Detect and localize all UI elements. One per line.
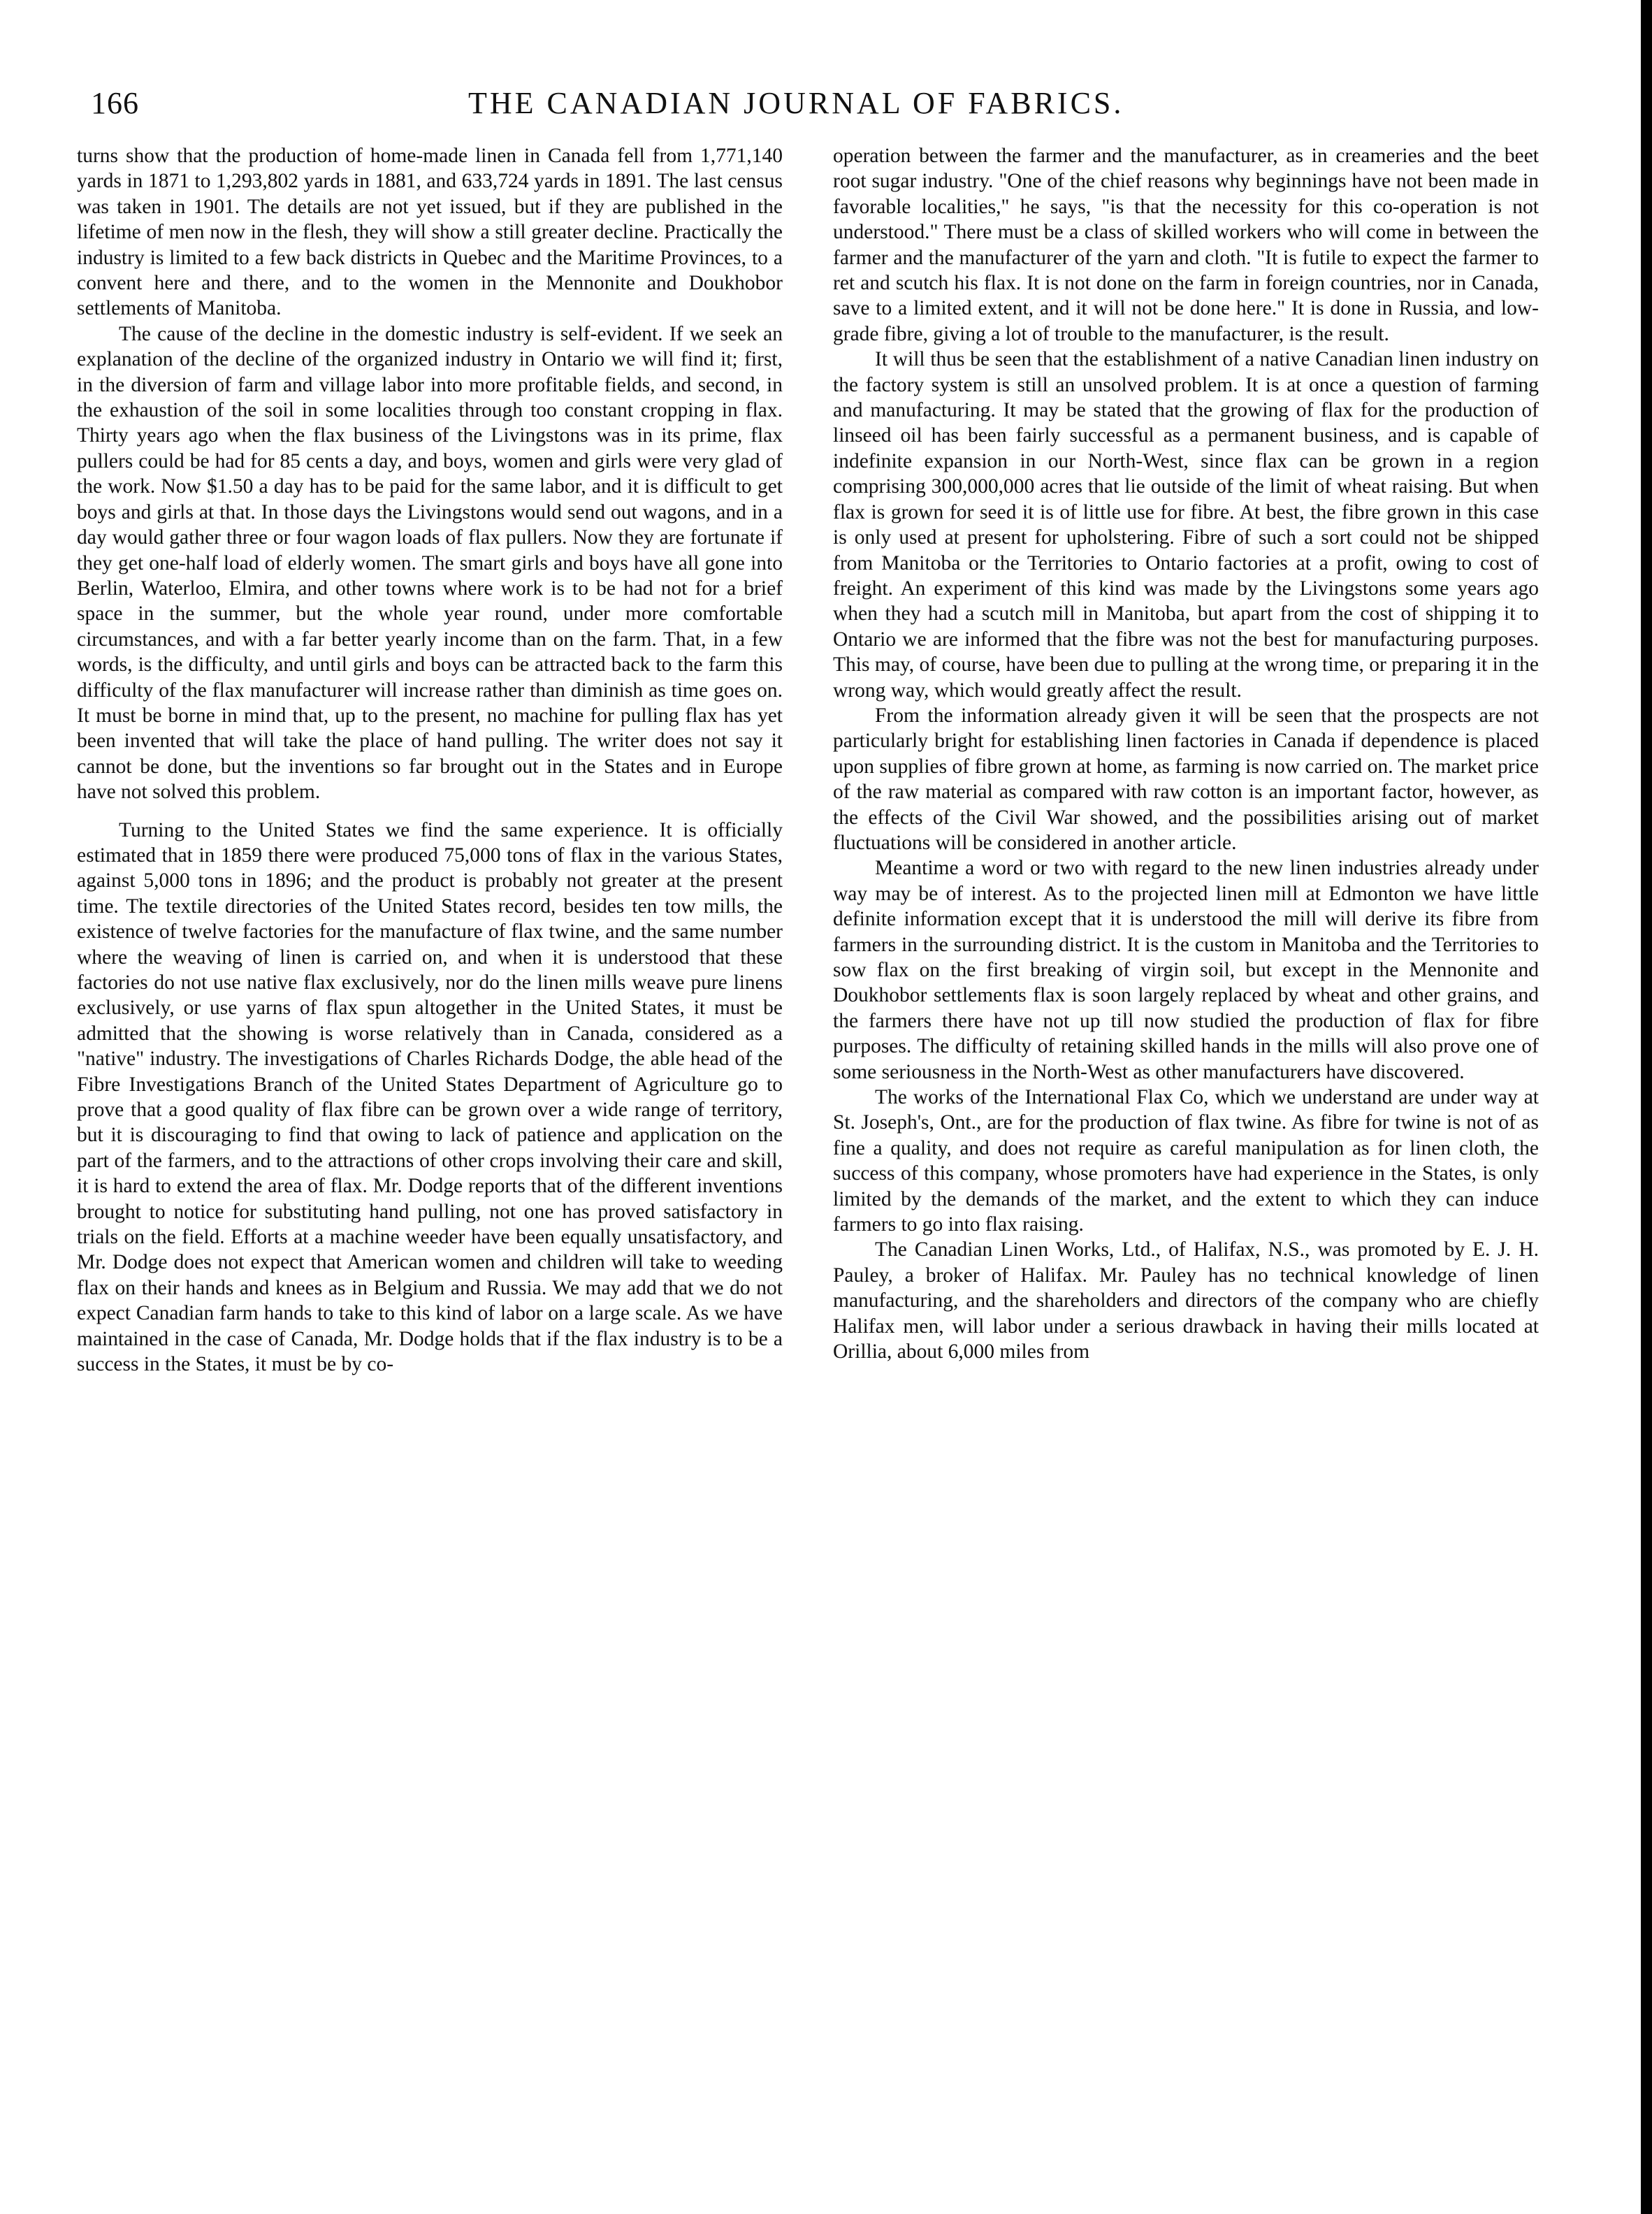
journal-title: THE CANADIAN JOURNAL OF FABRICS. — [468, 86, 1124, 120]
paragraph: The works of the International Flax Co, which we understand are under way at St. Joseph's, Ont., are for the production of flax twine. As fibre for twine is not of as fine a quality, and does not require as careful manipulation as for linen cloth, the success of this company, whose promoters have had experience in the States, is only limited by the demands of the market, and the extent to which they can induce farmers to go into flax raising. — [833, 1086, 1539, 1236]
paragraph: Turning to the United States we find the same experience. It is officially estimated that in 1859 there were produced 75,000 tons of flax in the various States, against 5,000 tons in 1896; and the product is probably not greater at the present time. The textile directories of the United States record, besides ten tow mills, the existence of twelve factories for the manufacture of flax twine, and the same number where the weaving of linen is carried on, and when it is understood that these factories do not use native flax exclusively, nor do the linen mills weave pure linens exclusively, or use yarns of flax spun altogether in the United States, it must be admitted that the showing is worse relatively than in Canada, considered as a "native" industry. The investigations of Charles Richards Dodge, the able head of the Fibre Investigations Branch of the United States Department of Agriculture go to prove that a good quality of flax fibre can be grown over a wide range of territory, but it is discouraging to find that owing to lack of patience and application on the part of the farmers, and to the attractions of other crops involving their care and skill, it is hard to extend the area of flax. Mr. Dodge reports that of the different inventions brought to notice for substituting hand pulling, not one has proved satisfactory in trials on the field. Efforts at a machine weeder have been equally unsatisfactory, and Mr. Dodge does not expect that American women and children will take to weeding flax on their hands and knees as in Belgium and Russia. We may add that we do not expect Canadian farm hands to take to this kind of labor on a large scale. As we have maintained in the case of Canada, Mr. Dodge holds that if the flax industry is to be a success in the States, it must be by co- — [77, 818, 783, 1376]
paragraph: The Canadian Linen Works, Ltd., of Halifax, N.S., was promoted by E. J. H. Pauley, a broker of Halifax. Mr. Pauley has no technical knowledge of linen manufacturing, and the shareholders and directors of the company who are chiefly Halifax men, will labor under a serious drawback in having their mills located at Orillia, about 6,000 miles from — [833, 1238, 1539, 1363]
paragraph: Meantime a word or two with regard to the new linen industries already under way may be of interest. As to the projected linen mill at Edmonton we have little definite information except that it is understood the mill will derive its fibre from farmers in the surrounding district. It is the custom in Manitoba and the Territories to sow flax on the first breaking of virgin soil, but except in the Mennonite and Doukhobor settlements flax is soon largely replaced by wheat and other grains, and the farmers there have not up till now studied the production of flax for fibre purposes. The difficulty of retaining skilled hands in the mills will also prove one of some seriousness in the North-West as other manufacturers have discovered. — [833, 857, 1539, 1083]
page-number: 166 — [91, 86, 139, 120]
right-column — [833, 143, 1539, 1365]
paragraph: turns show that the production of home-made linen in Canada fell from 1,771,140 yards in 1871 to 1,293,802 yards in 1881, and 633,724 yards in 1891. The last census was taken in 1901. The details are not yet issued, but if they are published in the lifetime of men now in the flesh, they will show a still greater decline. Practically the industry is limited to a few back districts in Quebec and the Maritime Provinces, to a convent here and there, and to the women in the Mennonite and Doukhobor settlements of Manitoba. — [77, 145, 783, 320]
paragraph: operation between the farmer and the manufacturer, as in creameries and the beet root sugar industry. "One of the chief reasons why beginnings have not been made in favorable localities," he says, "is that the necessity for this co-operation is not understood." There must be a class of skilled workers who will come in between the farmer and the manufacturer of the yarn and cloth. "It is futile to expect the farmer to ret and scutch his flax. It is not done on the farm in foreign countries, nor in Canada, save to a limited extent, and it will not be done here." It is done in Russia, and low-grade fibre, giving a lot of trouble to the manufacturer, is the result. — [833, 145, 1539, 345]
paragraph: It will thus be seen that the establishment of a native Canadian linen industry on the factory system is still an unsolved problem. It is at once a question of farming and manufacturing. It may be stated that the growing of flax for the production of linseed oil has been fairly successful as a permanent business, and is capable of indefinite expansion in our North-West, since flax can be grown in a region comprising 300,000,000 acres that lie outside of the limit of wheat raising. But when flax is grown for seed it is of little use for fibre. At best, the fibre grown in this case is only used at present for upholstering. Fibre of such a sort could not be shipped from Manitoba or the Territories to Ontario factories at a profit, owing to cost of freight. An experiment of this kind was made by the Livingstons some years ago when they had a scutch mill in Manitoba, but apart from the cost of shipping it to Ontario we are informed that the fibre was not the best for manufacturing purposes. This may, of course, have been due to pulling at the wrong time, or preparing it in the wrong way, which would greatly affect the result. — [833, 348, 1539, 702]
left-column — [77, 143, 783, 1377]
paragraph: From the information already given it will be seen that the prospects are not particularly bright for establishing linen factories in Canada if dependence is placed upon supplies of fibre grown at home, as farming is now carried on. The market price of the raw material as compared with raw cotton is an important factor, however, as the effects of the Civil War showed, and the possibilities arising out of market fluctuations will be considered in another article. — [833, 704, 1539, 854]
page-edge-shadow — [1641, 0, 1652, 2214]
page-header — [91, 82, 1551, 124]
paragraph: The cause of the decline in the domestic industry is self-evident. If we seek an explanation of the decline of the organized industry in Ontario we will find it; first, in the diversion of farm and village labor into more profitable fields, and second, in the exhaustion of the soil in some localities through too constant cropping in flax. Thirty years ago when the flax business of the Livingstons was in its prime, flax pullers could be had for 85 cents a day, and boys, women and girls were very glad of the work. Now $1.50 a day has to be paid for the same labor, and it is difficult to get boys and girls at that. In those days the Livingstons would send out wagons, and in a day would gather three or four wagon loads of flax pullers. Now they are fortunate if they get one-half load of elderly women. The smart girls and boys have all gone into Berlin, Waterloo, Elmira, and other towns where work is to be had not for a brief space in the summer, but the whole year round, under more comfortable circumstances, and with a far better yearly income than on the farm. That, in a few words, is the difficulty, and until girls and boys can be attracted back to the farm this difficulty of the flax manufacturer will increase rather than diminish as time goes on. It must be borne in mind that, up to the present, no machine for pulling flax has yet been invented that will take the place of hand pulling. The writer does not say it cannot be done, but the inventions so far brought out in the States and in Europe have not solved this problem. — [77, 322, 783, 804]
